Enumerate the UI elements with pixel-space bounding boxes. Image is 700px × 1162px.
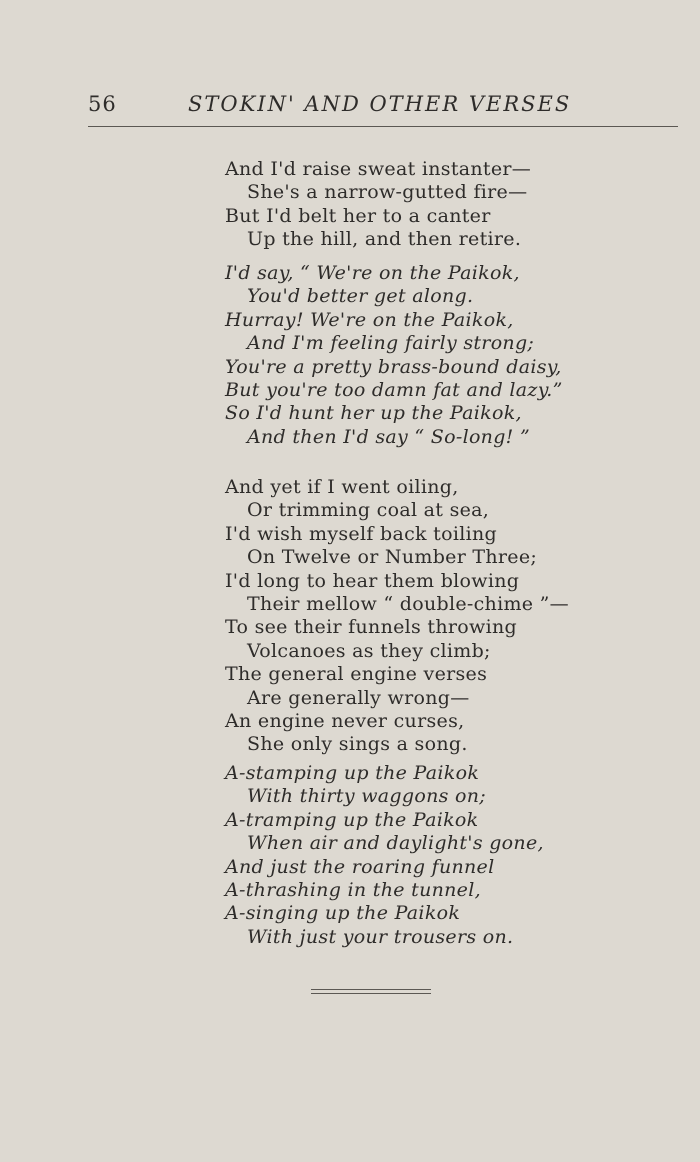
verse-line: I'd say, “ We're on the Paikok, — [225, 262, 520, 284]
end-rule — [311, 989, 431, 990]
verse-line: She only sings a song. — [247, 733, 468, 756]
verse-line: Are generally wrong— — [247, 686, 470, 709]
verse-line: Their mellow “ double-chime ”— — [247, 593, 569, 616]
verse-line: You're a pretty brass-bound daisy, — [225, 355, 562, 378]
verse-line: But you're too damn fat and lazy.” — [225, 379, 563, 402]
running-title: STOKIN' AND OTHER VERSES — [188, 92, 572, 116]
verse-line: Up the hill, and then retire. — [247, 228, 522, 251]
verse-line: She's a narrow-gutted fire— — [247, 181, 528, 204]
end-rule — [311, 993, 431, 994]
verse-line: An engine never curses, — [225, 710, 465, 733]
verse-line: And just the roaring funnel — [225, 855, 495, 878]
page-number: 56 — [88, 92, 117, 116]
verse-line: With thirty waggons on; — [247, 785, 486, 808]
verse-line: A-tramping up the Paikok — [225, 808, 479, 831]
verse-line: I'd wish myself back toiling — [225, 522, 497, 545]
stanza-4 — [225, 762, 645, 949]
verse-line: And I'm feeling fairly strong; — [247, 332, 535, 355]
verse-line: With just your trousers on. — [247, 925, 514, 948]
verse-line: You'd better get along. — [247, 285, 474, 308]
verse-line: The general engine verses — [225, 663, 488, 686]
verse-line: Volcanoes as they climb; — [247, 639, 491, 662]
verse-line: Hurray! We're on the Paikok, — [225, 308, 514, 331]
stanza-2 — [225, 262, 645, 449]
verse-line: And then I'd say “ So-long! ” — [247, 425, 530, 448]
header-rule — [88, 126, 678, 127]
verse-line: To see their funnels throwing — [225, 616, 517, 639]
verse-line: And I'd raise sweat instanter— — [225, 158, 532, 180]
verse-line: A-thrashing in the tunnel, — [225, 879, 481, 902]
verse-line: And yet if I went oiling, — [225, 476, 459, 498]
stanza-3 — [225, 476, 645, 757]
verse-line: So I'd hunt her up the Paikok, — [225, 402, 522, 425]
verse-line: A-singing up the Paikok — [225, 902, 461, 925]
verse-line: When air and daylight's gone, — [247, 832, 544, 855]
verse-line: But I'd belt her to a canter — [225, 204, 491, 227]
verse-line: On Twelve or Number Three; — [247, 546, 538, 569]
stanza-1 — [225, 158, 645, 252]
verse-line: A-stamping up the Paikok — [225, 762, 480, 784]
verse-line: I'd long to hear them blowing — [225, 569, 520, 592]
running-header — [88, 92, 588, 122]
verse-line: Or trimming coal at sea, — [247, 499, 490, 522]
